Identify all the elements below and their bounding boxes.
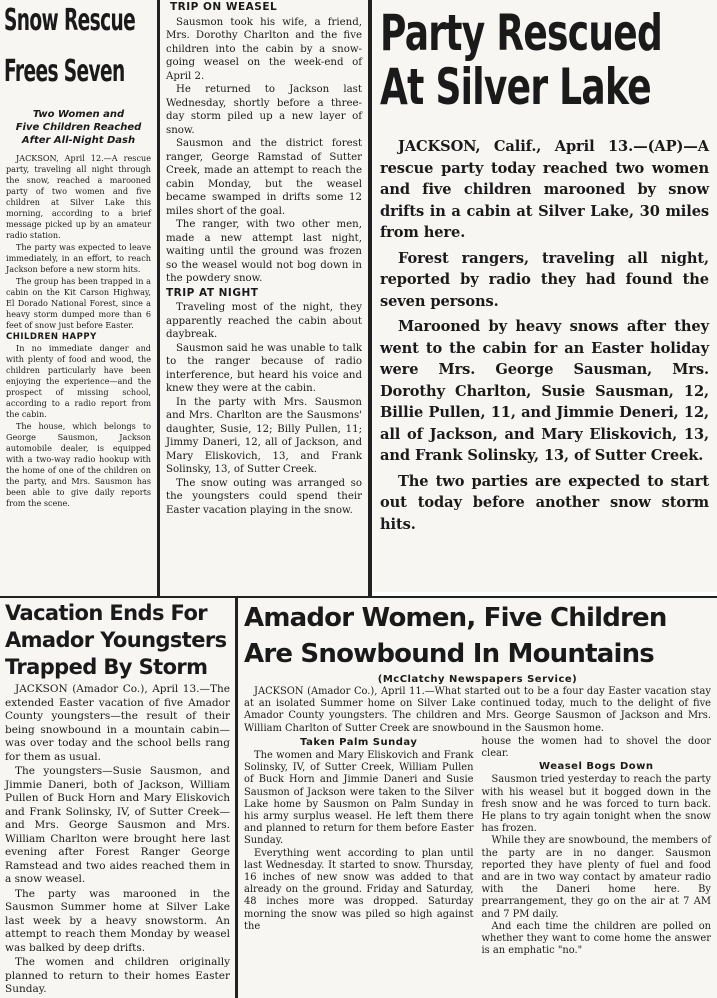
subhead-line: Two Women and	[32, 109, 125, 120]
paragraph: The party was marooned in the Sausmon Summer home at Silver Lake last week by a heavy snowstorm. An attempt to reach them Monday by weasel was balked by deep drifts.	[5, 887, 230, 954]
paragraph: He returned to Jackson last Wednesday, shortly before a three-day storm piled up a new layer of snow.	[166, 84, 362, 136]
paragraph: JACKSON, April 12.—A rescue party, traveling all night through the snow, reached a marooned party of two women and five children at Silver Lake this morning, according to a brief message picked up by an amateur radio station.	[6, 153, 151, 240]
wire-service: (McClatchy Newspapers Service)	[377, 674, 578, 685]
paragraph: Sausmon took his wife, a friend, Mrs. Dorothy Charlton and the five children into the cabin by a snow-going weasel on the week-end of April 2.	[166, 16, 362, 82]
headline-line: Vacation Ends For	[5, 601, 208, 625]
article-columns	[244, 736, 711, 958]
paragraph: And each time the children are polled on whether they want to come home the answer is an emphatic "no."	[481, 920, 711, 957]
article-body	[244, 686, 711, 957]
paragraph: Sausmon and the district forest ranger, George Ramstad of Sutter Creek, made an attempt to reach the cabin Monday, but the weasel became swamped in drifts some 12 miles short of the goal.	[166, 138, 362, 217]
paragraph: The women and children originally planned to return to their homes Easter Sunday.	[5, 956, 230, 995]
clipping-snow-rescue	[0, 0, 157, 596]
headline	[4, 3, 136, 89]
column-left	[244, 736, 474, 958]
paragraph: The house, which belongs to George Sausmon, Jackson automobile dealer, is equipped with a two-way radio hookup with the home of one of the children on the party, and Mrs. Sausmon has been able to give daily reports from the scene.	[6, 421, 151, 508]
paragraph: Traveling most of the night, they apparently reached the cabin about daybreak.	[166, 302, 362, 340]
paragraph: Everything went according to plan until last Wednesday. It started to snow. Thursday, 16 inches of new snow was added to that already on the ground. Friday and Saturday, 48 inches more was dropped. Saturday morning the snow was piled so high against the	[244, 847, 474, 932]
article-body	[166, 1, 362, 517]
headline-line: At Silver Lake	[380, 58, 651, 116]
column-right	[482, 736, 712, 958]
paragraph: The party was expected to leave immediately, in an effort, to reach Jackson before a new storm hits.	[6, 242, 151, 274]
section-heading: TRIP ON WEASEL	[170, 1, 278, 13]
paragraph: The two parties are expected to start out today before another snow storm hits.	[380, 472, 709, 533]
paragraph: Sausmon said he was unable to talk to the ranger because of radio interference, but heard his voice and knew they were at the cabin.	[166, 342, 362, 394]
paragraph: Marooned by heavy snows after they went to the cabin for an Easter holiday were Mrs. George Sausman, Mrs. Dorothy Charlton, Susie Sausman, 12, Billie Pullen, 11, and Jimmie Deneri, 12, all of Jackson, and Mary Eliskovich, 13, and Frank Solinsky, 13, of Sutter Creek.	[380, 318, 709, 464]
paragraph: In no immediate danger and with plenty of food and wood, the children particularly have been enjoying the experience—and the prospect of missing school, according to a radio report from the cabin.	[6, 343, 151, 419]
paragraph: In the party with Mrs. Sausmon and Mrs. Charlton are the Sausmons' daughter, Susie, 12; Billy Pullen, 11; Jimmy Daneri, 12, all of Jackson, and Mary Eliskovich, 13, and Frank Solinsky, 13, of Sutter Creek.	[166, 396, 362, 475]
subhead	[6, 108, 151, 147]
article-body	[6, 153, 151, 509]
clipping-trip-on-weasel	[160, 0, 368, 596]
clipping-vacation-ends	[0, 598, 235, 998]
headline-line: Frees Seven	[4, 54, 125, 89]
paragraph: JACKSON (Amador Co.), April 13.—The extended Easter vacation of five Amador County youngsters—the result of their being snowbound in a mountain cabin—was over today and the school bells rang for them as usual.	[5, 683, 230, 763]
subhead-line: Five Children Reached	[15, 122, 142, 133]
headline-line: Amador Women, Five Children	[244, 603, 667, 633]
article-body	[5, 683, 230, 997]
paragraph: Sausmon tried yesterday to reach the party with his weasel but it bogged down in the fresh snow and he was forced to turn back. He plans to try again tonight when the snow has frozen.	[481, 774, 711, 835]
subhead-line: After All-Night Dash	[21, 135, 136, 146]
section-heading: Weasel Bogs Down	[539, 761, 654, 773]
paragraph: While they are snowbound, the members of the party are in no danger. Sausmon reported they have plenty of fuel and food and are in two way contact by amateur radio with the Daneri home here. By prearrangement, they go on the air at 7 AM and 7 PM daily.	[481, 835, 711, 920]
paragraph: The women and Mary Eliskovich and Frank Solinsky, IV, of Sutter Creek, William Pullen of Buck Horn and Jimmie Daneri and Susie Sausmon of Jackson were taken to the Silver Lake home by Sausmon on Palm Sunday in his army surplus weasel. He left them there and planned to return for them before Easter Sunday.	[244, 750, 474, 847]
clipping-party-rescued	[372, 0, 717, 592]
article-body	[380, 136, 709, 535]
paragraph: The ranger, with two other men, made a new attempt last night, waiting until the ground was frozen so the weasel would not bog down in the powdery snow.	[166, 219, 362, 284]
headline-line: Are Snowbound In Mountains	[244, 639, 654, 669]
paragraph: The snow outing was arranged so the youngsters could spend their Easter vacation playing in the snow.	[166, 477, 362, 516]
section-heading: Taken Palm Sunday	[300, 736, 418, 748]
headline	[380, 4, 663, 116]
lead-paragraph: JACKSON (Amador Co.), April 11.—What started out to be a four day Easter vacation stay at an isolated Summer home on Silver Lake continued today, much to the delight of five Amador County youngsters. The children and Mrs. George Sausmon of Jackson and Mrs. William Charlton of Sutter Creek are snowbound in the Sausmon home.	[244, 686, 711, 734]
paragraph: The group has been trapped in a cabin on the Kit Carson Highway, El Dorado National Forest, since a heavy storm dumped more than 6 feet of snow just before Easter.	[6, 276, 151, 330]
headline-line: Amador Youngsters	[5, 628, 227, 652]
headline	[244, 600, 711, 672]
paragraph: The youngsters—Susie Sausmon, and Jimmie Daneri, both of Jackson, William Pullen of Buck Horn and Mary Eliskovich and Frank Solinsky, IV, of Sutter Creek—and Mrs. George Sausmon and Mrs. William Charlton were brought here last evening after Forest Ranger George Ramstead and two aides reached them in a snow weasel.	[5, 765, 230, 885]
headline	[5, 600, 230, 681]
clipping-amador-women	[238, 598, 717, 998]
headline-line: Trapped By Storm	[5, 655, 208, 679]
section-heading: CHILDREN HAPPY	[6, 332, 97, 342]
headline-line: Snow Rescue	[4, 3, 136, 38]
paragraph: JACKSON, Calif., April 13.—(AP)—A rescue party today reached two women and five children marooned by snow drifts in a cabin at Silver Lake, 30 miles from here.	[380, 138, 709, 241]
section-heading: TRIP AT NIGHT	[166, 286, 259, 299]
paragraph: house the women had to shovel the door clear.	[481, 735, 711, 760]
headline-line: Party Rescued	[380, 4, 663, 62]
paragraph: Forest rangers, traveling all night, reported by radio they had found the seven persons.	[380, 249, 709, 310]
